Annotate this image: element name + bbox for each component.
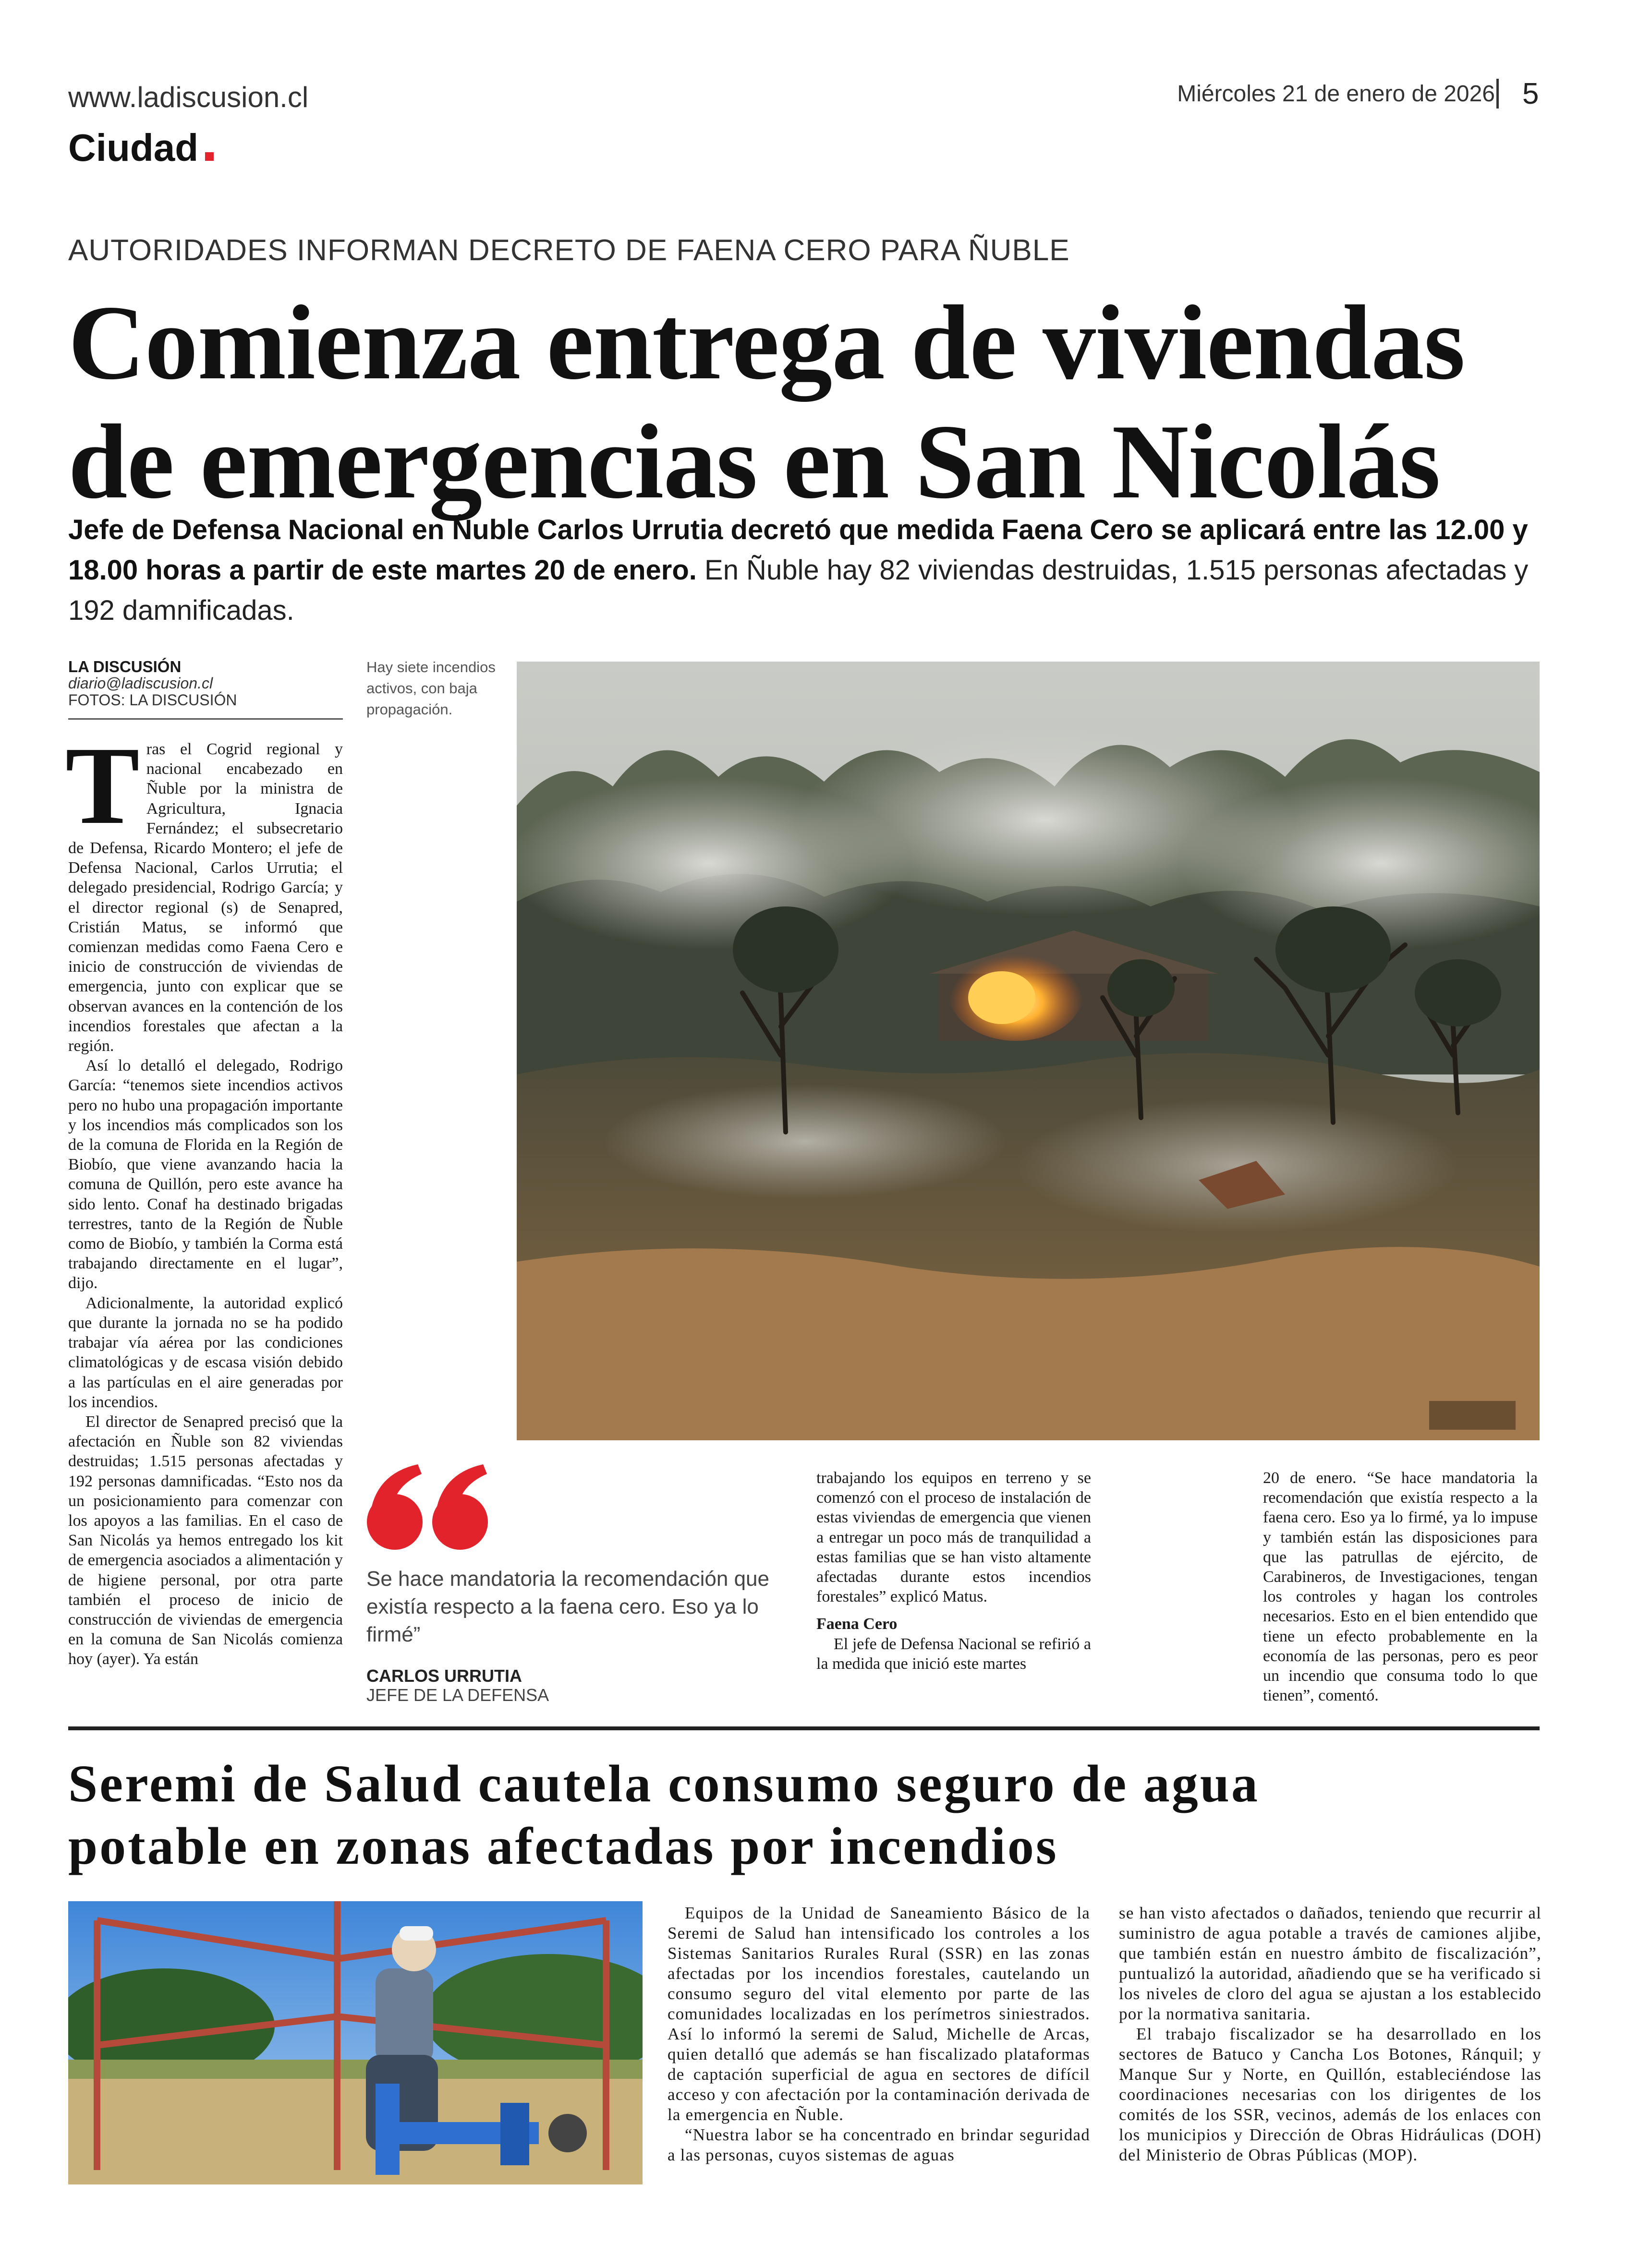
section-label-text: Ciudad	[68, 126, 199, 169]
headline2-line-1: Seremi de Salud cautela consumo seguro de agua	[68, 1754, 1260, 1813]
quote-author: CARLOS URRUTIA	[366, 1666, 522, 1686]
headline-line-1: Comienza entrega de viviendas	[68, 284, 1465, 402]
byline-email[interactable]: diario@ladiscusion.cl	[68, 675, 213, 692]
header-separator	[1496, 79, 1499, 109]
article-kicker: AUTORIDADES INFORMAN DECRETO DE FAENA CERO PARA ÑUBLE	[68, 234, 1070, 267]
article2-paragraph-1: Equipos de la Unidad de Saneamiento Básico de la Seremi de Salud han intensificado los controles a los Sistemas Sanitarios Rurales Rural (SSR) en las zonas afectadas por los incendios forestales, cautelando un consumo seguro del vital elemento por parte de las comunidades localizadas en los perímetros siniestrados. Así lo informó la seremi de Salud, Michelle de Arcas, quien detalló que además se han fiscalizado plataformas de captación superficial de agua en sectores de difícil acceso y con afectación por la contaminación derivada de la emergencia en Ñuble.	[668, 1904, 1090, 2124]
article-column-3	[816, 1468, 1091, 1674]
article2-column-1	[668, 1903, 1090, 2165]
paragraph-1-text: ras el Cogrid regional y nacional encabezado en Ñuble por la ministra de Agricultura, Ignacia Fernández; el subsecretario de Defensa, Ricardo Montero; el jefe de Defensa Nacional, Carlos Urrutia; el delegado presidencial, Rodrigo García; y el director regional (s) de Senapred, Cristián Matus, se informó que comienzan medidas como Faena Cero e inicio de construcción de viviendas de emergencia, junto con explicar que se observan avances en la contención de los incendios forestales que afectan a la región.	[68, 740, 343, 1055]
pull-quote: Se hace mandatoria la recomendación que existía respecto a la faena cero. Eso ya lo firmé”	[366, 1567, 769, 1646]
subhead-faena-cero: Faena Cero	[816, 1615, 898, 1633]
page-number: 5	[1522, 77, 1539, 110]
paragraph-2: Así lo detalló el delegado, Rodrigo García: “tenemos siete incendios activos pero no hubo una propagación importante y los incendios más complicados son los de la comuna de Florida en la Región de Biobío, que viene avanzando hacia la comuna de Quillón, pero este avance ha sido lento. Conaf ha destinado brigadas terrestres, tanto de la Región de Ñuble como de Biobío, y también la Corma está trabajando directamente en el lugar”, dijo.	[68, 1057, 343, 1292]
article-column-4	[1263, 1468, 1538, 1705]
article2-paragraph-2: “Nuestra labor se ha concentrado en brindar seguridad a las personas, cuyos sistemas de aguas	[668, 2125, 1090, 2164]
drop-cap: T	[65, 724, 140, 847]
article-deck	[68, 510, 1576, 631]
article2-paragraph-3: se han visto afectados o dañados, teniendo que recurrir al suministro de agua potable a través de camiones aljibe, que también están en nuestro ámbito de fiscalización”, puntualizó la autoridad, añadiendo que se ha verificado si los niveles de cloro del agua se ajustan a los establecido por la normativa sanitaria.	[1119, 1904, 1542, 2023]
section-label	[68, 126, 214, 170]
issue-date: Miércoles 21 de enero de 2026	[1177, 81, 1495, 107]
paragraph-4: El director de Senapred precisó que la afectación en Ñuble son 82 viviendas destruidas; 1.515 personas afectadas y 192 personas damnificadas. “Esto nos da un posicionamiento para comenzar con los apoyos a las familias. En el caso de San Nicolás ya hemos entregado los kit de emergencia asociados a alimentación y de higiene personal, por otra parte también el proceso de inicio de construcción de viviendas de emergencia en la comuna de San Nicolás comienza hoy (ayer). Ya están	[68, 1412, 343, 1668]
paragraph-3: Adicionalmente, la autoridad explicó que durante la jornada no se ha podido trabajar vía aérea por las condiciones climatológicas y de escasa visión debido a las partículas en el aire generadas por los incendios.	[68, 1294, 343, 1411]
quote-author-role: JEFE DE LA DEFENSA	[366, 1685, 549, 1705]
article-headline	[68, 283, 1595, 521]
article2-headline	[68, 1752, 1581, 1877]
article-column-1	[65, 724, 343, 1669]
photo-caption: Hay siete incendios activos, con baja propagación.	[366, 659, 496, 718]
paragraph-1	[65, 724, 343, 1056]
headline-line-2: de emergencias en San Nicolás	[68, 403, 1440, 521]
byline-rule	[68, 718, 343, 720]
quote-mark-icon	[365, 1460, 499, 1553]
byline-name: LA DISCUSIÓN	[68, 658, 182, 676]
headline2-line-2: potable en zonas afectadas por incendios	[68, 1817, 1058, 1875]
article2-paragraph-4: El trabajo fiscalizador se ha desarrollado en los sectores de Batuco y Cancha Los Botones, Ránquil; y Manque Sur y Norte, en Quillón, estableciéndose las coordinaciones necesarias con los dirigentes de los comités de los SSR, vecinos, además de los enlaces con los municipios y Dirección de Obras Hidráulicas (DOH) del Ministerio de Obras Públicas (MOP).	[1119, 2025, 1542, 2164]
deck-regular: En Ñuble hay 82 viviendas destruidas, 1.515 personas afectadas y 192 damnificadas.	[68, 555, 1529, 626]
article-divider	[68, 1726, 1540, 1730]
fire-photo	[517, 662, 1540, 1440]
deck-bold: Jefe de Defensa Nacional en Ñuble Carlos Urrutia decretó que medida Faena Cero se aplicará entre las 12.00 y 18.00 horas a partir de este martes 20 de enero.	[68, 514, 1528, 586]
col4-paragraph-1: 20 de enero. “Se hace mandatoria la recomendación que existía respecto a la faena cero. Eso ya lo firmé, ya lo impuse y también están las disposiciones para que las patrullas de ejército, de Carabineros, de Investigaciones, tengan los controles y hagan los controles necesarios. Esto en el bien entendido que tiene un efecto probablemente en la economía de las personas, pero es peor un incendio que consuma todo lo que tienen”, comentó.	[1263, 1469, 1538, 1705]
col3-paragraph-2: El jefe de Defensa Nacional se refirió a la medida que inició este martes	[816, 1635, 1091, 1673]
byline-photos: FOTOS: LA DISCUSIÓN	[68, 691, 237, 709]
col3-paragraph-1: trabajando los equipos en terreno y se comenzó con el proceso de instalación de estas viviendas de emergencia que vienen a entregar un poco más de tranquilidad a estas familias que se han visto altamente afectadas durante estos incendios forestales” explicó Matus.	[816, 1469, 1091, 1606]
site-url[interactable]: www.ladiscusion.cl	[68, 81, 309, 113]
water-inspection-photo	[68, 1901, 643, 2184]
article2-column-2	[1119, 1903, 1542, 2165]
section-dot-icon	[205, 152, 214, 161]
